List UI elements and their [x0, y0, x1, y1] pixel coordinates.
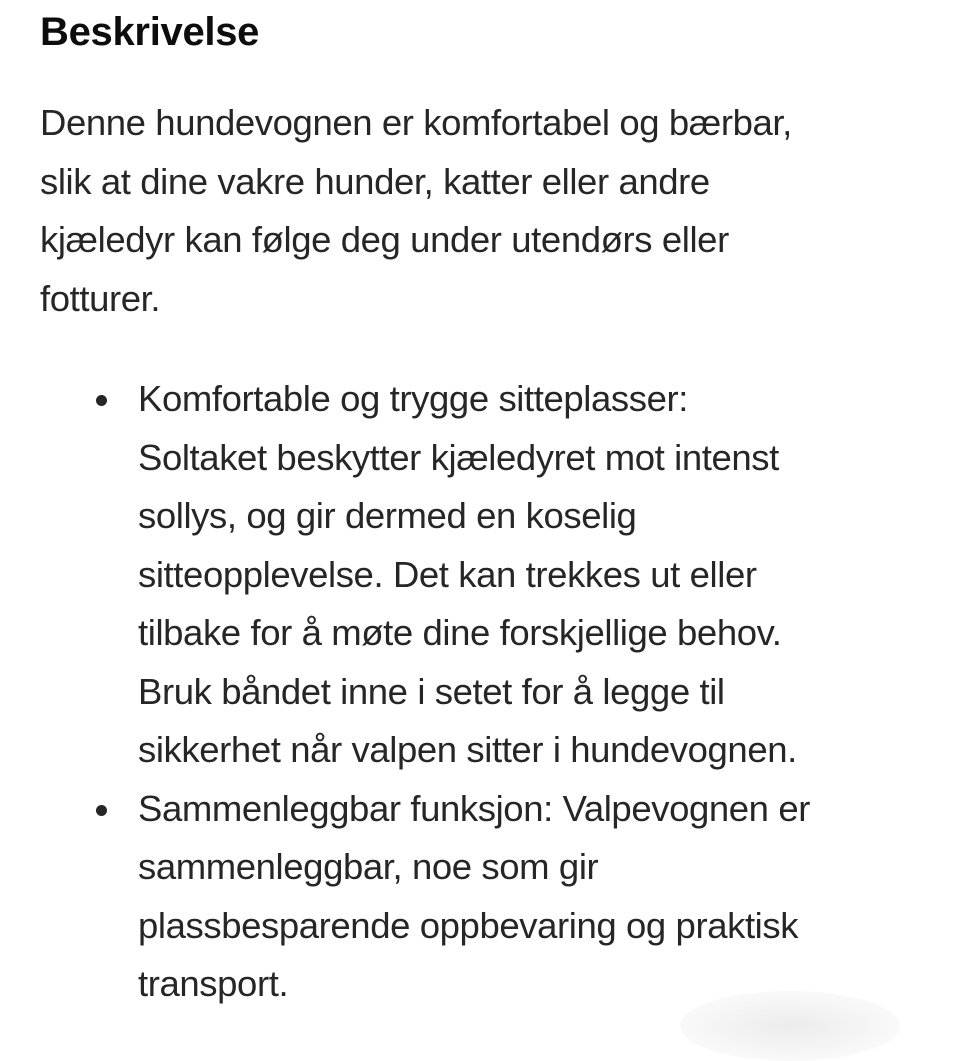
feature-line: sollys, og gir dermed en koselig — [138, 495, 637, 536]
intro-line: Denne hundevognen er komfortabel og bærbar, — [40, 102, 792, 143]
feature-line: plassbesparende oppbevaring og praktisk — [138, 904, 799, 946]
bullet-icon — [96, 805, 107, 816]
feature-line: Bruk båndet inne i setet for å legge til — [138, 670, 725, 712]
intro-line: slik at dine vakre hunder, katter eller andre — [40, 160, 710, 202]
feature-line: sammenleggbar, noe som gir — [138, 846, 599, 887]
intro-line: fotturer. — [40, 277, 161, 319]
feature-item-comfortable-seating — [0, 370, 960, 780]
feature-line: tilbake for å møte dine forskjellige behov. — [138, 612, 782, 653]
feature-line: Sammenleggbar funksjon: Valpevognen er — [138, 787, 810, 829]
feature-line: sikkerhet når valpen sitter i hundevognen. — [138, 729, 797, 770]
bullet-icon — [96, 395, 107, 406]
intro-line: kjæledyr kan følge deg under utendørs eller — [40, 219, 729, 260]
intro-paragraph — [40, 94, 920, 328]
feature-item-foldable — [0, 780, 960, 1014]
section-title: Beskrivelse — [40, 10, 260, 54]
decorative-shadow — [680, 991, 900, 1061]
feature-line: Komfortable og trygge sitteplasser: — [138, 378, 689, 419]
feature-list — [0, 370, 960, 1014]
feature-line: Soltaket beskytter kjæledyret mot intenst — [138, 436, 779, 478]
feature-line: transport. — [138, 963, 289, 1004]
feature-line: sitteopplevelse. Det kan trekkes ut eller — [138, 553, 757, 595]
